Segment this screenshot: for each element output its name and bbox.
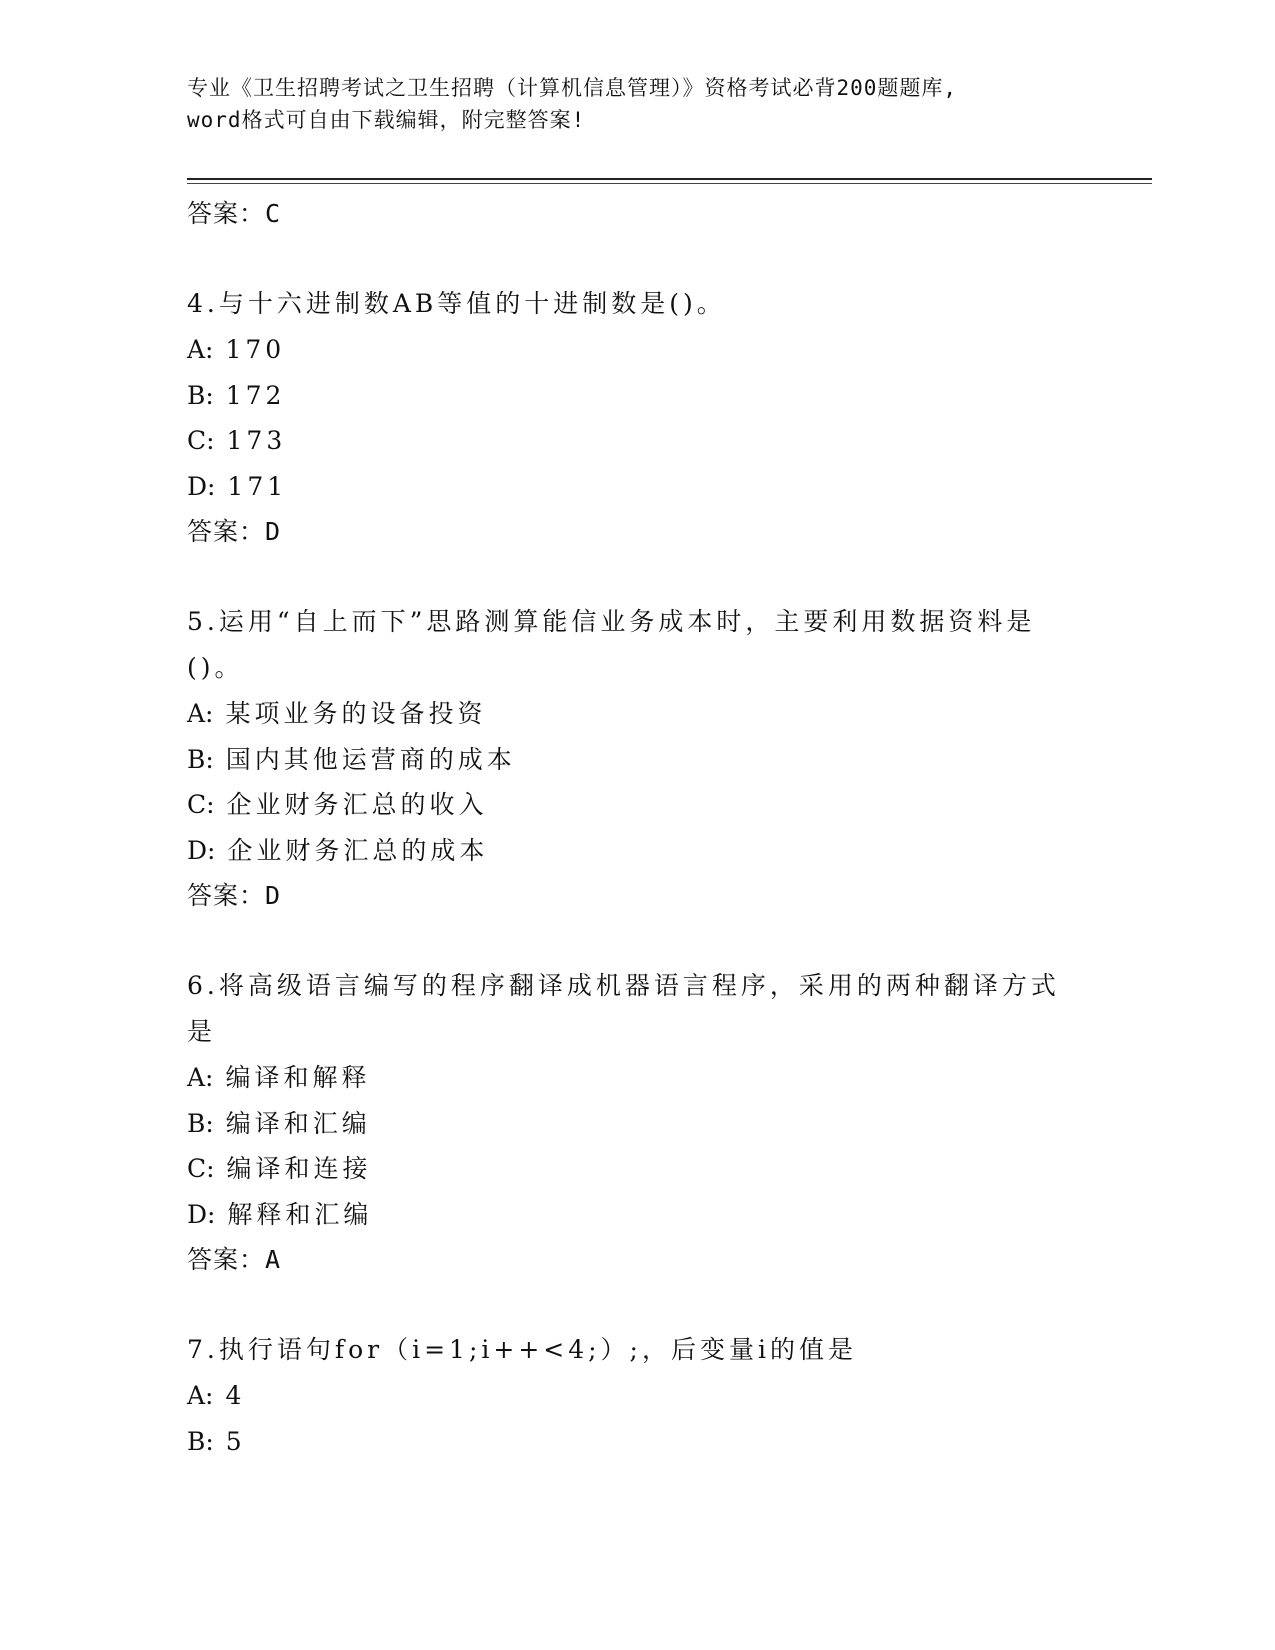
option-d: D: 171 [187, 471, 288, 501]
header-divider-thick [187, 178, 1152, 180]
question-list [187, 191, 1087, 1464]
header-line-2: word格式可自由下载编辑，附完整答案! [187, 108, 586, 132]
option-c: C: 企业财务汇总的收入 [187, 790, 488, 819]
option-c: C: 173 [187, 426, 287, 455]
header-line-1: 专业《卫生招聘考试之卫生招聘（计算机信息管理）》资格考试必背200题题库, [187, 76, 958, 100]
question-block [187, 963, 1087, 1283]
option-b: B: 5 [187, 1426, 246, 1456]
option-a: A: 编译和解释 [187, 1063, 371, 1092]
option-a: A: 某项业务的设备投资 [187, 699, 487, 728]
question-text: 4.与十六进制数AB等值的十进制数是()。 [187, 289, 726, 318]
question-block [187, 1327, 1087, 1464]
answer-line: 答案：D [187, 517, 282, 546]
answer-line: 答案：C [187, 199, 282, 228]
question-text: 6.将高级语言编写的程序翻译成机器语言程序，采用的两种翻译方式是 [187, 971, 1060, 1046]
option-b: B: 国内其他运营商的成本 [187, 744, 516, 774]
question-text: 5.运用“自上而下”思路测算能信业务成本时，主要利用数据资料是()。 [187, 607, 1036, 682]
answer-line: 答案：A [187, 1245, 282, 1274]
question-text: 7.执行语句for（i=1;i++<4;）;，后变量i的值是 [187, 1335, 857, 1364]
answer-line: 答案：D [187, 881, 282, 910]
header-divider-thin [187, 183, 1152, 184]
option-b: B: 172 [187, 380, 286, 410]
option-a: A: 170 [187, 335, 286, 364]
document-header [187, 72, 1087, 136]
question-block [187, 281, 1087, 555]
question-block [187, 599, 1087, 919]
option-b: B: 编译和汇编 [187, 1108, 371, 1138]
option-a: A: 4 [187, 1381, 246, 1410]
option-d: D: 解释和汇编 [187, 1199, 373, 1229]
option-d: D: 企业财务汇总的成本 [187, 835, 489, 865]
option-c: C: 编译和连接 [187, 1154, 372, 1183]
